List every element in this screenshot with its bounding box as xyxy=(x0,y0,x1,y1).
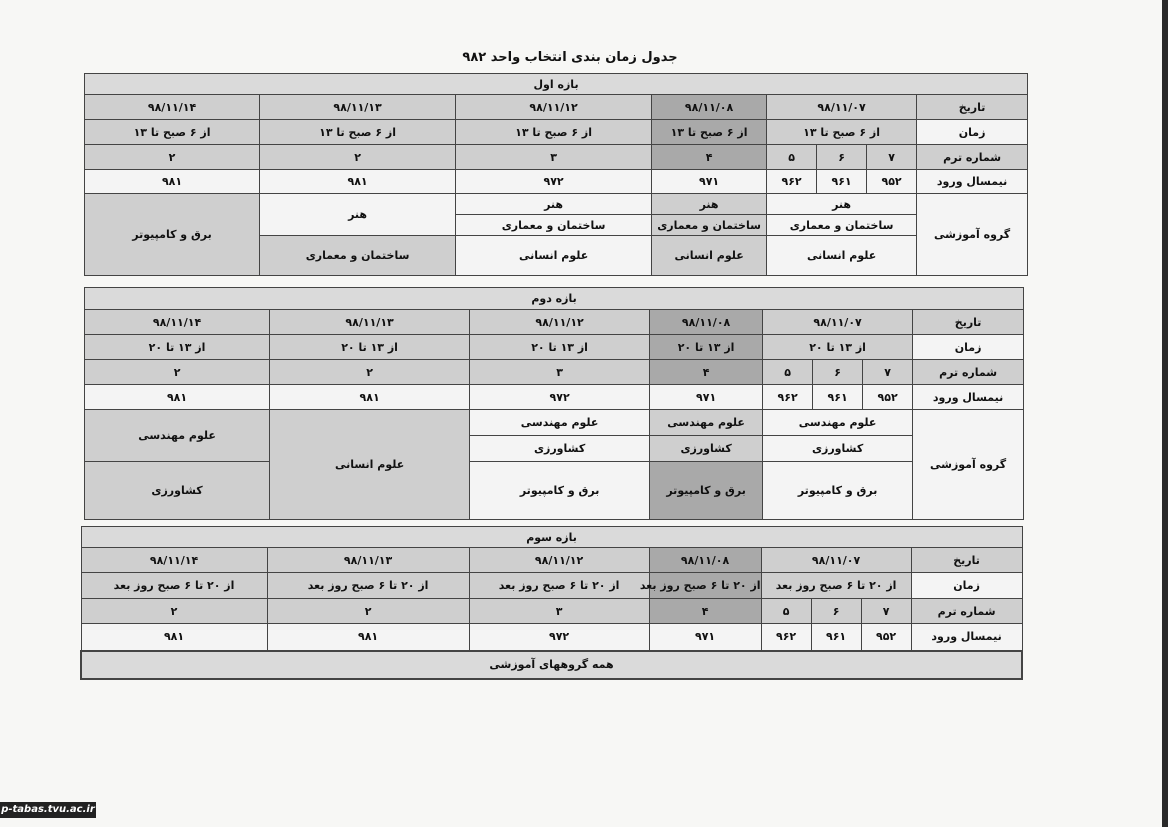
term-label: شماره ترم xyxy=(911,599,1022,624)
term-cell: ۲ xyxy=(260,145,456,170)
period-2-table xyxy=(84,287,1024,520)
time-label: زمان xyxy=(917,120,1028,145)
entry-cell: ۹۸۱ xyxy=(270,385,470,410)
time-cell: از ۲۰ تا ۶ صبح روز بعد xyxy=(267,573,469,599)
group-cell: برق و کامپیوتر xyxy=(85,194,260,276)
term-cell: ۵ xyxy=(767,145,817,170)
term-cell: ۲ xyxy=(85,360,270,385)
time-cell: از ۲۰ تا ۶ صبح روز بعد xyxy=(649,573,761,599)
entry-cell: ۹۸۱ xyxy=(85,170,260,194)
date-label: تاریخ xyxy=(911,548,1022,573)
entry-cell: ۹۷۱ xyxy=(649,624,761,651)
period-3-table xyxy=(80,526,1023,680)
time-cell: از ۱۳ تا ۲۰ xyxy=(470,335,650,360)
entry-cell: ۹۷۱ xyxy=(652,170,767,194)
term-cell: ۲ xyxy=(81,599,267,624)
entry-cell: ۹۵۲ xyxy=(867,170,917,194)
group-label: گروه آموزشی xyxy=(913,410,1024,520)
time-cell: از ۱۳ تا ۲۰ xyxy=(650,335,763,360)
group-cell: کشاورزی xyxy=(470,436,650,462)
group-cell: کشاورزی xyxy=(650,436,763,462)
term-cell: ۲ xyxy=(85,145,260,170)
time-cell: از ۱۳ تا ۲۰ xyxy=(270,335,470,360)
entry-cell: ۹۷۲ xyxy=(470,385,650,410)
time-cell: از ۲۰ تا ۶ صبح روز بعد xyxy=(761,573,911,599)
group-cell: علوم مهندسی xyxy=(763,410,913,436)
date-cell: ۹۸/۱۱/۰۸ xyxy=(649,548,761,573)
date-cell: ۹۸/۱۱/۱۲ xyxy=(469,548,649,573)
group-cell: کشاورزی xyxy=(763,436,913,462)
group-cell: علوم انسانی xyxy=(652,236,767,276)
entry-cell: ۹۶۱ xyxy=(817,170,867,194)
time-cell: از ۱۳ تا ۲۰ xyxy=(85,335,270,360)
date-cell: ۹۸/۱۱/۱۴ xyxy=(81,548,267,573)
group-cell: برق و کامپیوتر xyxy=(763,462,913,520)
entry-label: نیمسال ورود xyxy=(913,385,1024,410)
term-cell: ۶ xyxy=(811,599,861,624)
term-cell: ۳ xyxy=(456,145,652,170)
group-cell: هنر xyxy=(652,194,767,215)
all-groups-note: همه گروههای آموزشی xyxy=(81,651,1022,679)
period-1-title: بازه اول xyxy=(85,74,1028,95)
date-cell: ۹۸/۱۱/۱۳ xyxy=(267,548,469,573)
term-cell: ۳ xyxy=(470,360,650,385)
group-cell: ساختمان و معماری xyxy=(260,236,456,276)
period-1-table xyxy=(84,73,1028,276)
time-label: زمان xyxy=(913,335,1024,360)
page-title: جدول زمان بندی انتخاب واحد ۹۸۲ xyxy=(462,50,678,65)
group-cell: ساختمان و معماری xyxy=(767,215,917,236)
entry-label: نیمسال ورود xyxy=(911,624,1022,651)
date-cell: ۹۸/۱۱/۰۸ xyxy=(650,310,763,335)
group-cell: علوم انسانی xyxy=(456,236,652,276)
time-cell: از ۶ صبح تا ۱۳ xyxy=(85,120,260,145)
group-cell: هنر xyxy=(260,194,456,236)
group-cell: علوم مهندسی xyxy=(85,410,270,462)
scan-edge xyxy=(1162,0,1168,827)
term-label: شماره ترم xyxy=(917,145,1028,170)
entry-cell: ۹۷۱ xyxy=(650,385,763,410)
entry-cell: ۹۸۱ xyxy=(81,624,267,651)
term-cell: ۴ xyxy=(652,145,767,170)
group-cell: هنر xyxy=(456,194,652,215)
term-cell: ۷ xyxy=(861,599,911,624)
time-cell: از ۶ صبح تا ۱۳ xyxy=(456,120,652,145)
date-cell: ۹۸/۱۱/۱۴ xyxy=(85,95,260,120)
date-cell: ۹۸/۱۱/۱۲ xyxy=(470,310,650,335)
group-cell: ساختمان و معماری xyxy=(652,215,767,236)
term-cell: ۴ xyxy=(650,360,763,385)
date-cell: ۹۸/۱۱/۱۳ xyxy=(260,95,456,120)
entry-cell: ۹۶۱ xyxy=(813,385,863,410)
group-cell: ساختمان و معماری xyxy=(456,215,652,236)
time-cell: از ۶ صبح تا ۱۳ xyxy=(260,120,456,145)
date-cell: ۹۸/۱۱/۰۷ xyxy=(761,548,911,573)
time-cell: از ۱۳ تا ۲۰ xyxy=(763,335,913,360)
date-cell: ۹۸/۱۱/۰۷ xyxy=(767,95,917,120)
term-cell: ۷ xyxy=(863,360,913,385)
entry-cell: ۹۶۲ xyxy=(763,385,813,410)
term-cell: ۶ xyxy=(813,360,863,385)
entry-cell: ۹۷۲ xyxy=(469,624,649,651)
time-cell: از ۶ صبح تا ۱۳ xyxy=(767,120,917,145)
group-cell: علوم مهندسی xyxy=(470,410,650,436)
group-cell: برق و کامپیوتر xyxy=(650,462,763,520)
entry-cell: ۹۷۲ xyxy=(456,170,652,194)
term-cell: ۴ xyxy=(649,599,761,624)
date-cell: ۹۸/۱۱/۰۷ xyxy=(763,310,913,335)
entry-cell: ۹۶۱ xyxy=(811,624,861,651)
group-label: گروه آموزشی xyxy=(917,194,1028,276)
term-cell: ۲ xyxy=(267,599,469,624)
group-cell: برق و کامپیوتر xyxy=(470,462,650,520)
entry-cell: ۹۵۲ xyxy=(863,385,913,410)
entry-cell: ۹۵۲ xyxy=(861,624,911,651)
date-label: تاریخ xyxy=(917,95,1028,120)
time-cell: از ۲۰ تا ۶ صبح روز بعد xyxy=(469,573,649,599)
group-cell: علوم انسانی xyxy=(270,410,470,520)
entry-label: نیمسال ورود xyxy=(917,170,1028,194)
group-cell: کشاورزی xyxy=(85,462,270,520)
footer-url: p-tabas.tvu.ac.ir xyxy=(0,802,96,818)
entry-cell: ۹۶۲ xyxy=(761,624,811,651)
entry-cell: ۹۸۱ xyxy=(267,624,469,651)
time-label: زمان xyxy=(911,573,1022,599)
term-label: شماره ترم xyxy=(913,360,1024,385)
term-cell: ۵ xyxy=(763,360,813,385)
date-cell: ۹۸/۱۱/۱۳ xyxy=(270,310,470,335)
term-cell: ۶ xyxy=(817,145,867,170)
date-cell: ۹۸/۱۱/۱۴ xyxy=(85,310,270,335)
date-cell: ۹۸/۱۱/۱۲ xyxy=(456,95,652,120)
entry-cell: ۹۸۱ xyxy=(85,385,270,410)
entry-cell: ۹۸۱ xyxy=(260,170,456,194)
date-label: تاریخ xyxy=(913,310,1024,335)
time-cell: از ۲۰ تا ۶ صبح روز بعد xyxy=(81,573,267,599)
period-3-title: بازه سوم xyxy=(81,527,1022,548)
term-cell: ۵ xyxy=(761,599,811,624)
term-cell: ۳ xyxy=(469,599,649,624)
group-cell: علوم مهندسی xyxy=(650,410,763,436)
period-2-title: بازه دوم xyxy=(85,288,1024,310)
group-cell: هنر xyxy=(767,194,917,215)
term-cell: ۲ xyxy=(270,360,470,385)
time-cell: از ۶ صبح تا ۱۳ xyxy=(652,120,767,145)
group-cell: علوم انسانی xyxy=(767,236,917,276)
term-cell: ۷ xyxy=(867,145,917,170)
date-cell: ۹۸/۱۱/۰۸ xyxy=(652,95,767,120)
entry-cell: ۹۶۲ xyxy=(767,170,817,194)
